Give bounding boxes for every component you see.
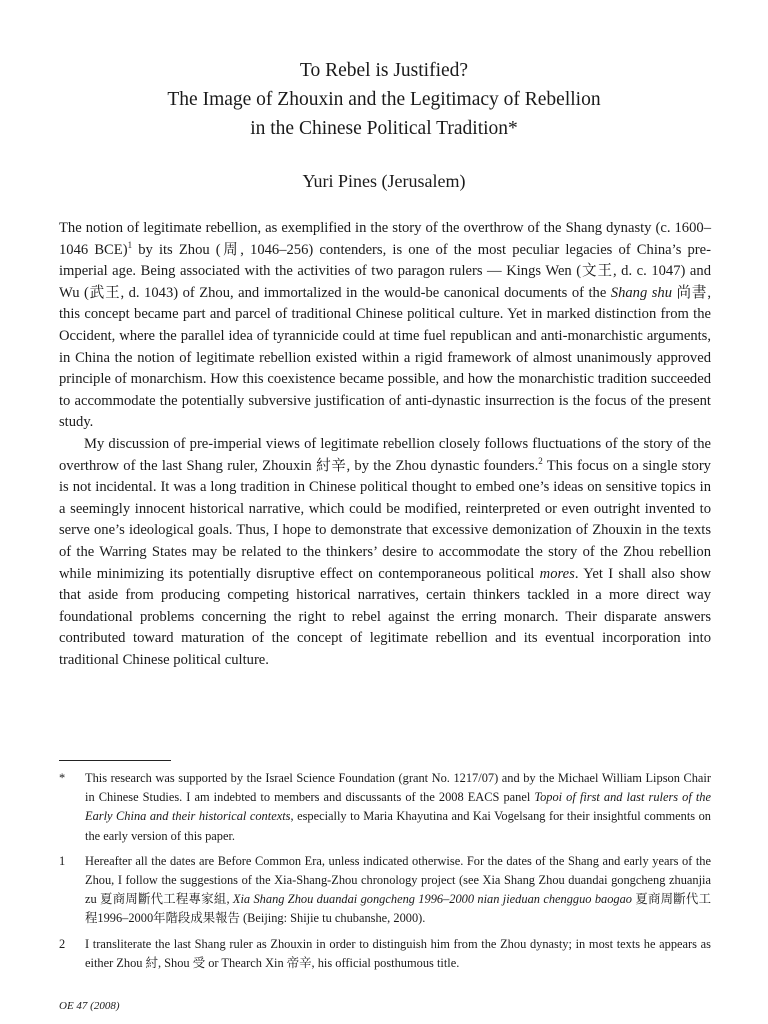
footnote-text-a: This research was supported by the Israel Science Foundation (grant No. 1217/07) and by the Michael William Lipson Chair in Chinese Studies. I am indebted to members and discussants of the 2008 EACS panel (85, 771, 711, 805)
footnote-mark: 2 (59, 936, 66, 951)
footnote-italic: Xia Shang Zhou duandai gongcheng 1996–2000 nian jieduan chengguo baogao (232, 892, 633, 907)
footnote-ref-2: 2 (538, 455, 543, 466)
footnote-mark: * (59, 771, 66, 785)
paragraph-2-text-b: This focus on a single story is not incidental. It was a long tradition in Chinese political thought to embed one’s ideas on sensitive topics in a seemingly innocent historical narrative, which could be modified, reinterpreted or even outright invented to serve one’s ideological goals. Thus, I hope to demonstrate that excessive demonization of Zhouxin in the texts of the Warring States may be related to the thinkers’ desire to accommodate the story of the Zhou rebellion while minimizing its potentially disruptive effect on contemporaneous political (59, 457, 711, 582)
footnote-text-b: 夏商周斷代工程1996–2000年階段成果報告 (Beijing: Shijie tu chubanshe, 2000). (85, 892, 711, 926)
footnote-divider (59, 760, 171, 761)
footnote-1 (59, 852, 711, 929)
paragraph-2-text-a: My discussion of pre-imperial views of legitimate rebellion closely follows fluctuations of the story of the overthrow of the last Shang ruler, Zhouxin 紂辛, by the Zhou dynastic founders. (59, 435, 711, 474)
paragraph-1 (59, 218, 711, 434)
title-line-1: To Rebel is Justified? (299, 60, 469, 81)
article-title (0, 56, 768, 143)
footnote-mark: 1 (59, 853, 66, 868)
footnotes (59, 769, 711, 979)
footnote-italic: Topoi of first and last rulers of the Early China and their historical contexts (85, 790, 711, 824)
footnote-text (85, 769, 711, 846)
footnote-text-a: I transliterate the last Shang ruler as Zhouxin in order to distinguish him from the Zhou dynasty; in most texts he appears as either Zhou 紂, Shou 受 or Thearch Xin 帝辛, his official posthumous title. (85, 936, 711, 970)
footnote-ref-1: 1 (127, 239, 133, 250)
paragraph-1-italic: Shang shu (610, 284, 673, 301)
paragraph-1-text-a: The notion of legitimate rebellion, as exemplified in the story of the overthrow of the Shang dynasty (c. 1600–1046 BCE) (59, 220, 711, 258)
title-line-2: The Image of Zhouxin and the Legitimacy of Rebellion (167, 89, 601, 110)
article-body (59, 218, 711, 671)
footnote-text (85, 935, 711, 973)
paragraph-2 (59, 434, 711, 672)
footnote-star (59, 769, 711, 846)
paragraph-1-text-c: 尚書, this concept became part and parcel of traditional Chinese political culture. Yet in marked distinction from the Occident, where the parallel idea of tyrannicide could at time fuel republican and anti-monarchistic arguments, in China the notion of legitimate rebellion existed within a rigid framework of almost unanimously approved principle of monarchism. How this coexistence became possible, and how the monarchistic tradition succeeded to accommodate the potentially subversive justification of anti-dynastic insurrection is the focus of the present study. (59, 284, 712, 431)
footnote-text-a: Hereafter all the dates are Before Common Era, unless indicated otherwise. For the dates of the Shang and early years of the Zhou, I follow the suggestions of the Xia-Shang-Zhou chronology project (see Xia Shang Zhou duandai gongcheng zhuanjia zu 夏商周斷代工程專家組, (85, 853, 711, 907)
paragraph-2-text-c: . Yet I shall also show that aside from producing competing historical narratives, certain thinkers tackled in a more direct way foundational problems concerning the right to rebel against the erring monarch. Their disparate answers contributed toward maturation of the concept of legitimate rebellion and its eventual incorporation into traditional Chinese political culture. (59, 565, 711, 668)
footnote-2 (59, 935, 711, 973)
footnote-text-b: , especially to Maria Khayutina and Kai Vogelsang for their insightful comments on the early version of this paper. (85, 809, 711, 843)
footnote-text (85, 852, 711, 929)
journal-footer: OE 47 (2008) (59, 1000, 120, 1012)
paragraph-2-italic: mores (539, 565, 575, 582)
author-byline: Yuri Pines (Jerusalem) (302, 171, 466, 191)
title-line-3: in the Chinese Political Tradition* (250, 118, 518, 139)
paragraph-1-text-b: by its Zhou (周, 1046–256) contenders, is one of the most peculiar legacies of China’s pre-imperial age. Being associated with the activities of two paragon rulers — Kings Wen (文王, d. c. 1047) and Wu (武王, d. 1043) of Zhou, and immortalized in the would-be canonical documents of the (59, 241, 712, 301)
